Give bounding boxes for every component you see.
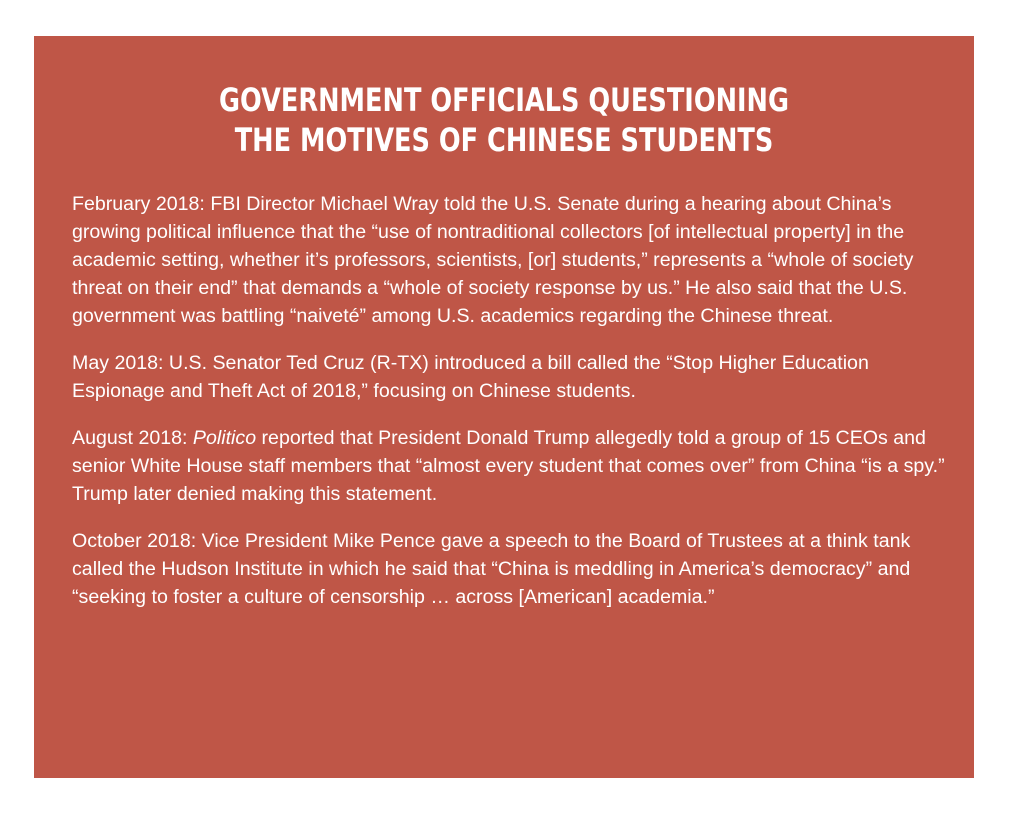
entry-text: reported that President Donald Trump allegedly told a group of 15 CEOs and senior White House staff members that “almost every student that comes over” from China “is a spy.” Trump later denied making this statement. [72, 427, 945, 505]
title-line-2: THE MOTIVES OF CHINESE STUDENTS [234, 121, 774, 159]
title-line-1: GOVERNMENT OFFICIALS QUESTIONING [219, 81, 789, 119]
publication-name: Politico [192, 427, 257, 449]
entries-list [72, 190, 952, 611]
entry-may-2018 [72, 349, 952, 405]
sidebar-panel [34, 36, 974, 778]
panel-title [128, 80, 880, 160]
entry-text: February 2018: FBI Director Michael Wray told the U.S. Senate during a hearing about China’s growing political influence that the “use of nontraditional collectors [of intellectual property] in the academic setting, whether it’s professors, scientists, [or] students,” represents a “whole of society threat on their end” that demands a “whole of society response by us.” He also said that the U.S. government was battling “naiveté” among U.S. academics regarding the Chinese threat. [72, 193, 914, 327]
entry-text: October 2018: Vice President Mike Pence gave a speech to the Board of Trustees at a think tank called the Hudson Institute in which he said that “China is meddling in America’s democracy” and “seeking to foster a culture of censorship … across [American] academia.” [72, 530, 911, 608]
entry-text: May 2018: U.S. Senator Ted Cruz (R-TX) introduced a bill called the “Stop Higher Education Espionage and Theft Act of 2018,” focusing on Chinese students. [72, 352, 869, 402]
entry-february-2018 [72, 190, 952, 330]
entry-october-2018 [72, 527, 952, 611]
entry-august-2018 [72, 424, 952, 508]
entry-prefix: August 2018: [72, 427, 193, 449]
